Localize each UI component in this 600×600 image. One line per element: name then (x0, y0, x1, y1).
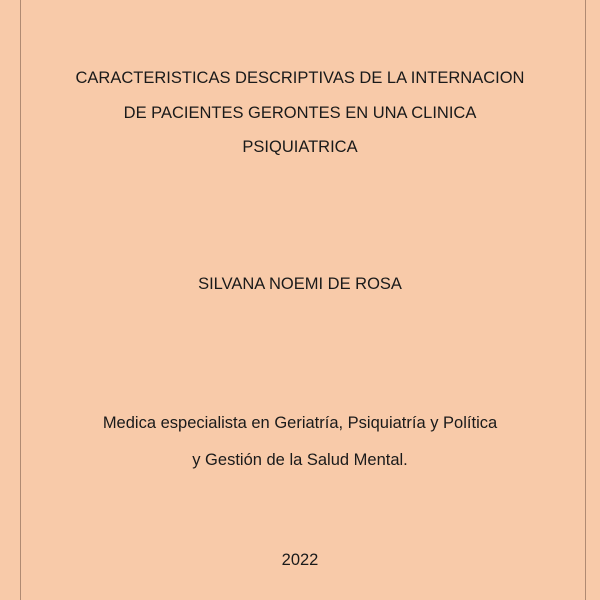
publication-year: 2022 (281, 551, 319, 569)
publication-year-block (0, 552, 600, 569)
author-credentials (0, 415, 600, 468)
credentials-line-2: y Gestión de la Salud Mental. (192, 450, 408, 469)
document-title (0, 70, 600, 156)
author-block (0, 276, 600, 293)
title-line-2: DE PACIENTES GERONTES EN UNA CLINICA (123, 103, 477, 122)
author-name: SILVANA NOEMI DE ROSA (198, 275, 402, 293)
title-line-3: PSIQUIATRICA (242, 138, 358, 156)
title-line-1: CARACTERISTICAS DESCRIPTIVAS DE LA INTERNACION (75, 69, 525, 87)
credentials-line-1: Medica especialista en Geriatría, Psiquiatría y Política (102, 414, 498, 432)
